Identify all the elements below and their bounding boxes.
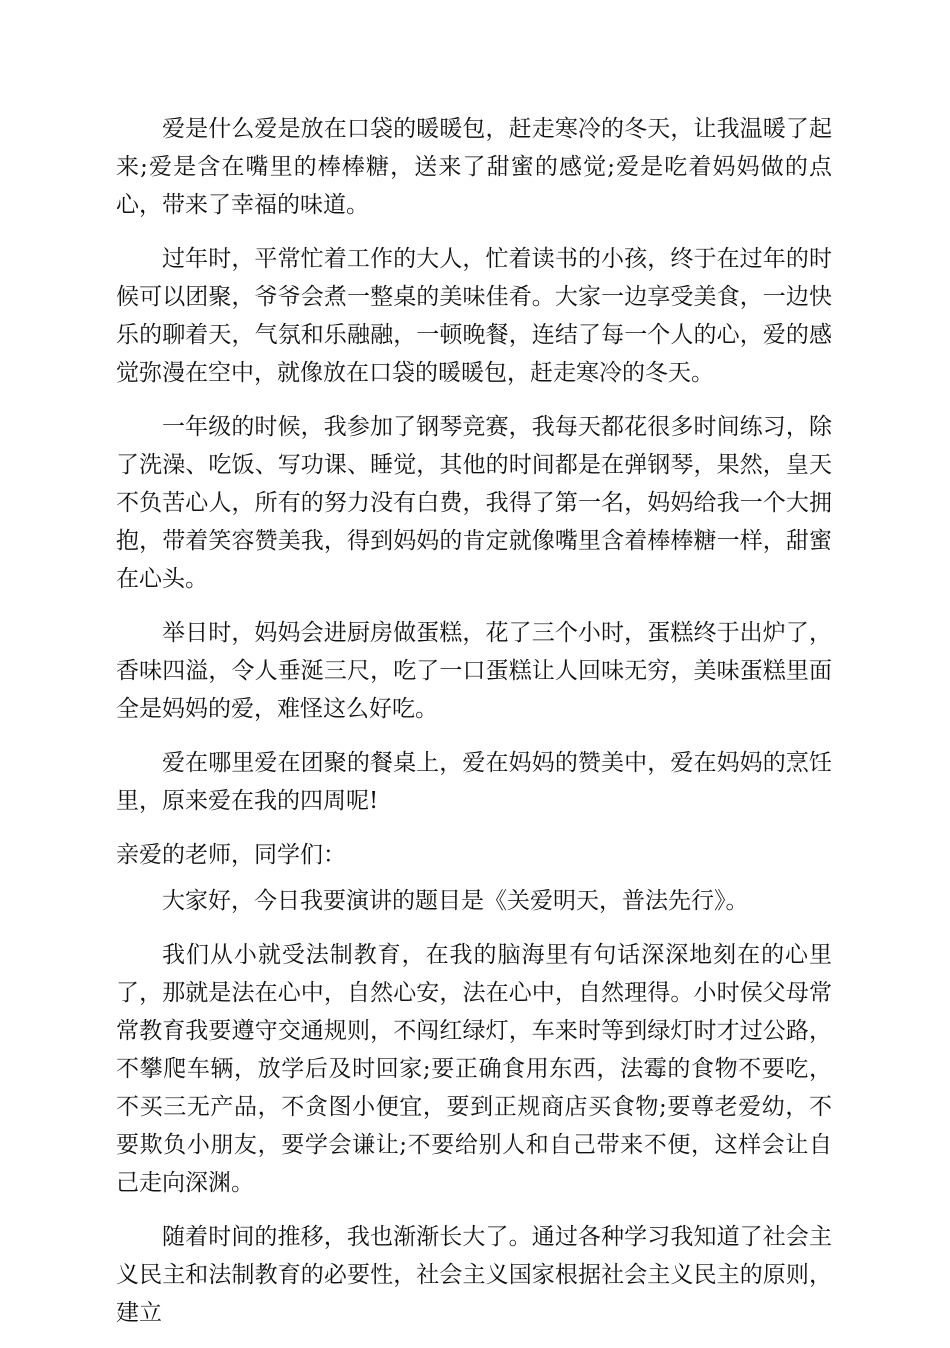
speech-intro: 大家好，今日我要演讲的题目是《关爱明天，普法先行》。	[162, 888, 749, 914]
paragraph-growing-up: 随着时间的推移，我也渐渐长大了。通过各种学习我知道了社会主义民主和法制教育的必要性，社会主义国家根据社会主义民主的原则，建立	[116, 1224, 832, 1326]
paragraph-cake: 举日时，妈妈会进厨房做蛋糕，花了三个小时，蛋糕终于出炉了，香味四溢，令人垂涎三尺，吃了一口蛋糕让人回味无穷，美味蛋糕里面全是妈妈的爱，难怪这么好吃。	[116, 620, 832, 722]
paragraph-piano-contest: 一年级的时候，我参加了钢琴竞赛，我每天都花很多时间练习，除了洗澡、吃饭、写功课、睡觉，其他的时间都是在弹钢琴，果然，皇天不负苦心人，所有的努力没有白费，我得了第一名，妈妈给我一个大拥抱，带着笑容赞美我，得到妈妈的肯定就像嘴里含着棒棒糖一样，甜蜜在心头。	[116, 414, 832, 592]
document-page	[116, 110, 832, 1348]
paragraph-love-definition: 爱是什么爱是放在口袋的暖暖包，赶走寒冷的冬天，让我温暖了起来;爱是含在嘴里的棒棒糖，送来了甜蜜的感觉;爱是吃着妈妈做的点心，带来了幸福的味道。	[116, 116, 832, 218]
paragraph-where-is-love: 爱在哪里爱在团聚的餐桌上，爱在妈妈的赞美中，爱在妈妈的烹饪里，原来爱在我的四周呢!	[116, 750, 832, 814]
speech-salutation: 亲爱的老师，同学们：	[116, 842, 346, 868]
paragraph-legal-education: 我们从小就受法制教育，在我的脑海里有句话深深地刻在的心里了，那就是法在心中，自然心安，法在心中，自然理得。小时侯父母常常教育我要遵守交通规则，不闯红绿灯，车来时等到绿灯时才过公路，不攀爬车辆，放学后及时回家;要正确食用东西，法霉的食物不要吃，不买三无产品，不贪图小便宜，要到正规商店买食物;要尊老爱幼，不要欺负小朋友，要学会谦让;不要给别人和自己带来不便，这样会让自己走向深渊。	[116, 942, 832, 1196]
paragraph-new-year: 过年时，平常忙着工作的大人，忙着读书的小孩，终于在过年的时候可以团聚，爷爷会煮一整桌的美味佳肴。大家一边享受美食，一边快乐的聊着天，气氛和乐融融，一顿晚餐，连结了每一个人的心，爱的感觉弥漫在空中，就像放在口袋的暖暖包，赶走寒冷的冬天。	[116, 246, 832, 386]
